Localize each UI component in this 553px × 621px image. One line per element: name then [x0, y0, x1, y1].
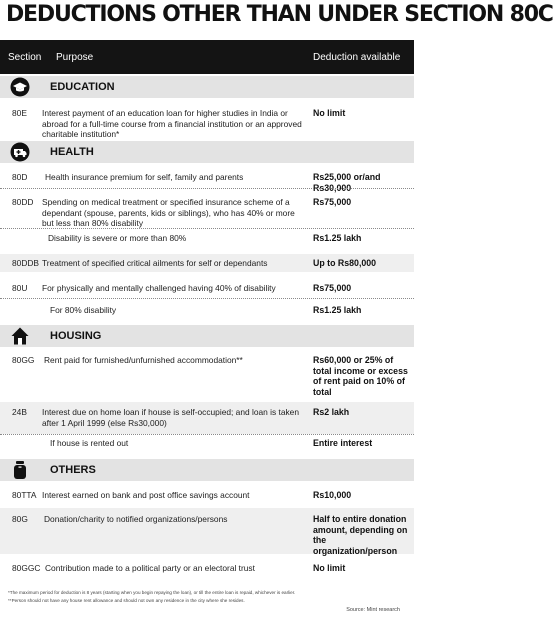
purpose-text: Interest earned on bank and post office savings account — [42, 490, 250, 500]
deduction-value: No limit — [313, 108, 346, 118]
table-row — [0, 562, 414, 576]
deduction-value: Rs75,000 — [313, 197, 352, 207]
deduction-value: Entire interest — [313, 438, 373, 448]
purpose-text: Spending on medical treatment or specified insurance scheme of a dependant (spouse, parents, kids or siblings), who has 40% or more but less than 80% disability — [42, 197, 295, 228]
section-label-education: EDUCATION — [50, 81, 115, 93]
table-row — [0, 489, 414, 503]
purpose-text: For physically and mentally challenged having 40% of disability — [42, 283, 276, 293]
purpose-text: If house is rented out — [50, 438, 129, 448]
table-row — [0, 282, 414, 296]
deduction-value: Rs2 lakh — [313, 407, 350, 417]
section-header-health — [0, 141, 414, 163]
deduction-value: Rs75,000 — [313, 283, 352, 293]
piggy-bank-icon — [10, 460, 30, 480]
row-divider — [0, 434, 414, 435]
table-row — [0, 437, 414, 451]
table-row — [0, 405, 414, 433]
row-divider — [0, 228, 414, 229]
purpose-text: Disability is severe or more than 80% — [48, 233, 187, 243]
section-header-education — [0, 76, 414, 98]
purpose-text: Health insurance premium for self, family and parents — [45, 172, 244, 182]
deduction-value: Rs10,000 — [313, 490, 352, 500]
table-row — [0, 171, 414, 193]
section-code: 80E — [12, 108, 27, 118]
deduction-value: No limit — [313, 563, 346, 573]
page-title: DEDUCTIONS OTHER THAN UNDER SECTION 80C — [6, 2, 553, 27]
column-header-deduction: Deduction available — [313, 52, 401, 63]
footnote: *The maximum period for deduction is 8 years (starting when you begin repaying the loan), or till the entire loan is repaid, whichever is earlier. — [8, 590, 296, 595]
section-code: 80U — [12, 283, 28, 293]
ambulance-icon — [10, 142, 30, 162]
section-code: 80DDB — [12, 258, 39, 268]
section-header-housing — [0, 325, 414, 347]
purpose-text: Donation/charity to notified organizations/persons — [44, 514, 228, 524]
table-row — [0, 257, 414, 271]
section-code: 80DD — [12, 197, 34, 207]
deduction-value: Rs60,000 or 25% of total income or excess of rent paid on 10% of total — [313, 355, 408, 397]
deduction-value: Rs1.25 lakh — [313, 305, 362, 315]
table-row — [0, 106, 414, 139]
house-icon — [10, 326, 30, 346]
footnote: **Person should not have any house rent allowance and should not own any residence in the city where she resides. — [8, 598, 245, 603]
deduction-value: Rs25,000 or/and Rs30,000 — [313, 172, 381, 193]
purpose-text: Interest payment of an education loan for higher studies in India or abroad for a full-time course from a financial institution or an approved charitable institution* — [42, 108, 302, 139]
table-row — [0, 353, 414, 397]
section-label-housing: HOUSING — [50, 330, 102, 342]
section-header-others — [0, 459, 414, 481]
deduction-value: Rs1.25 lakh — [313, 233, 362, 243]
table-row — [0, 304, 414, 318]
table-row — [0, 232, 414, 246]
purpose-text: Treatment of specified critical ailments for self or dependants — [42, 258, 268, 268]
purpose-text: Rent paid for furnished/unfurnished accommodation** — [44, 355, 243, 365]
graduation-cap-icon — [10, 77, 30, 97]
source-credit: Source: Mint research — [346, 607, 400, 613]
row-divider — [0, 298, 414, 299]
section-code: 80TTA — [12, 490, 37, 500]
row-divider — [0, 188, 414, 189]
section-code: 24B — [12, 407, 27, 417]
purpose-text: Interest due on home loan if house is self-occupied; and loan is taken after 1 April 1999 (else Rs30,000) — [42, 407, 299, 428]
table-row — [0, 512, 414, 556]
purpose-text: For 80% disability — [50, 305, 117, 315]
table-row — [0, 195, 414, 228]
column-header-purpose: Purpose — [56, 52, 94, 63]
deduction-value: Up to Rs80,000 — [313, 258, 377, 268]
column-header-section: Section — [8, 52, 42, 63]
section-label-health: HEALTH — [50, 146, 94, 158]
section-code: 80D — [12, 172, 28, 182]
section-code: 80G — [12, 514, 28, 524]
section-code: 80GGC — [12, 563, 41, 573]
section-label-others: OTHERS — [50, 464, 96, 476]
purpose-text: Contribution made to a political party or an electoral trust — [45, 563, 255, 573]
deduction-value: Half to entire donation amount, depending on the organization/person — [313, 514, 408, 556]
table-header — [0, 40, 414, 74]
section-code: 80GG — [12, 355, 35, 365]
